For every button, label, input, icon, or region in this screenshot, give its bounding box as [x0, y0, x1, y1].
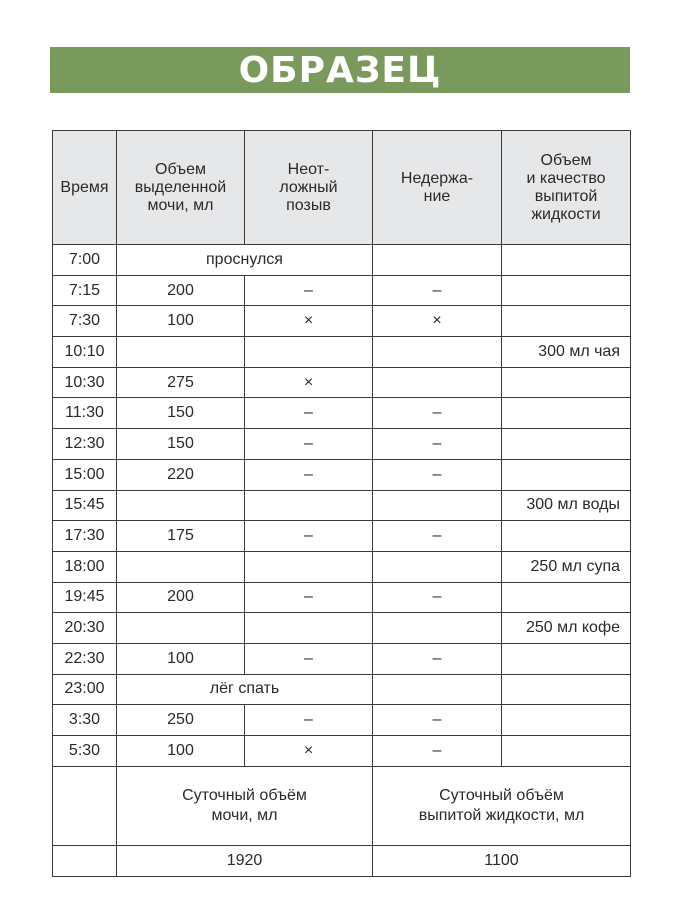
incontinence-cell [373, 245, 502, 276]
incontinence-cell: – [373, 521, 502, 552]
urge-cell: – [245, 275, 373, 306]
incontinence-cell: – [373, 736, 502, 767]
time-cell: 5:30 [53, 736, 117, 767]
table-row [53, 736, 631, 767]
table-row [53, 490, 631, 521]
time-cell: 11:30 [53, 398, 117, 429]
time-cell: 17:30 [53, 521, 117, 552]
incontinence-cell [373, 551, 502, 582]
volume-cell: 150 [117, 429, 245, 460]
urine-total-label: Суточный объём мочи, мл [117, 766, 373, 845]
incontinence-cell [373, 337, 502, 368]
fluid-cell [502, 582, 631, 613]
fluid-cell [502, 398, 631, 429]
header-time: Время [53, 131, 117, 245]
volume-cell [117, 551, 245, 582]
header-urine-volume: Объем выделенной мочи, мл [117, 131, 245, 245]
urge-cell: – [245, 582, 373, 613]
incontinence-cell [373, 613, 502, 644]
volume-cell: 250 [117, 705, 245, 736]
time-cell: 20:30 [53, 613, 117, 644]
time-cell: 19:45 [53, 582, 117, 613]
fluid-cell: 250 мл супа [502, 551, 631, 582]
summary-spacer [53, 766, 117, 845]
incontinence-cell [373, 367, 502, 398]
volume-cell: 200 [117, 275, 245, 306]
fluid-total-value: 1100 [373, 845, 631, 876]
table-row [53, 643, 631, 674]
time-cell: 10:10 [53, 337, 117, 368]
total-spacer [53, 845, 117, 876]
time-cell: 7:30 [53, 306, 117, 337]
fluid-total-label: Суточный объём выпитой жидкости, мл [373, 766, 631, 845]
incontinence-cell: – [373, 705, 502, 736]
urge-cell: × [245, 736, 373, 767]
fluid-cell [502, 306, 631, 337]
fluid-cell [502, 429, 631, 460]
urge-cell [245, 613, 373, 644]
table-row [53, 613, 631, 644]
urge-cell: – [245, 459, 373, 490]
table-row [53, 337, 631, 368]
time-cell: 7:00 [53, 245, 117, 276]
urge-cell: – [245, 705, 373, 736]
time-cell: 12:30 [53, 429, 117, 460]
incontinence-cell: – [373, 398, 502, 429]
incontinence-cell: – [373, 643, 502, 674]
urge-cell [245, 551, 373, 582]
volume-cell: 100 [117, 643, 245, 674]
fluid-cell: 250 мл кофе [502, 613, 631, 644]
incontinence-cell: – [373, 582, 502, 613]
header-urge: Неот- ложный позыв [245, 131, 373, 245]
time-cell: 22:30 [53, 643, 117, 674]
fluid-cell [502, 674, 631, 705]
table-row [53, 705, 631, 736]
incontinence-cell: – [373, 275, 502, 306]
table-row [53, 521, 631, 552]
urge-cell: × [245, 306, 373, 337]
table-row [53, 429, 631, 460]
fluid-cell [502, 275, 631, 306]
table-row [53, 398, 631, 429]
fluid-cell: 300 мл воды [502, 490, 631, 521]
urge-cell: – [245, 643, 373, 674]
volume-cell: 100 [117, 306, 245, 337]
volume-cell: 200 [117, 582, 245, 613]
time-cell: 10:30 [53, 367, 117, 398]
incontinence-cell: × [373, 306, 502, 337]
fluid-cell [502, 459, 631, 490]
urine-total-value: 1920 [117, 845, 373, 876]
fluid-cell [502, 245, 631, 276]
time-cell: 18:00 [53, 551, 117, 582]
volume-cell: 220 [117, 459, 245, 490]
volume-cell [117, 337, 245, 368]
fluid-cell: 300 мл чая [502, 337, 631, 368]
event-cell: проснулся [117, 245, 373, 276]
urge-cell: – [245, 398, 373, 429]
table-row [53, 674, 631, 705]
incontinence-cell: – [373, 429, 502, 460]
table-row [53, 551, 631, 582]
time-cell: 15:45 [53, 490, 117, 521]
urge-cell [245, 490, 373, 521]
volume-cell: 275 [117, 367, 245, 398]
event-cell: лёг спать [117, 674, 373, 705]
volume-cell: 150 [117, 398, 245, 429]
table-row [53, 582, 631, 613]
urge-cell: × [245, 367, 373, 398]
header-fluid: Объем и качество выпитой жидкости [502, 131, 631, 245]
header-incontinence: Недержа- ние [373, 131, 502, 245]
urge-cell: – [245, 429, 373, 460]
diary-table [52, 130, 631, 877]
time-cell: 23:00 [53, 674, 117, 705]
table-row [53, 367, 631, 398]
table-row [53, 245, 631, 276]
urge-cell [245, 337, 373, 368]
volume-cell [117, 490, 245, 521]
incontinence-cell [373, 674, 502, 705]
time-cell: 3:30 [53, 705, 117, 736]
page-title: ОБРАЗЕЦ [50, 47, 630, 93]
fluid-cell [502, 367, 631, 398]
fluid-cell [502, 705, 631, 736]
table-row [53, 459, 631, 490]
table-row [53, 275, 631, 306]
time-cell: 15:00 [53, 459, 117, 490]
time-cell: 7:15 [53, 275, 117, 306]
volume-cell [117, 613, 245, 644]
incontinence-cell: – [373, 459, 502, 490]
incontinence-cell [373, 490, 502, 521]
fluid-cell [502, 521, 631, 552]
table-row [53, 306, 631, 337]
volume-cell: 100 [117, 736, 245, 767]
fluid-cell [502, 736, 631, 767]
volume-cell: 175 [117, 521, 245, 552]
urge-cell: – [245, 521, 373, 552]
fluid-cell [502, 643, 631, 674]
